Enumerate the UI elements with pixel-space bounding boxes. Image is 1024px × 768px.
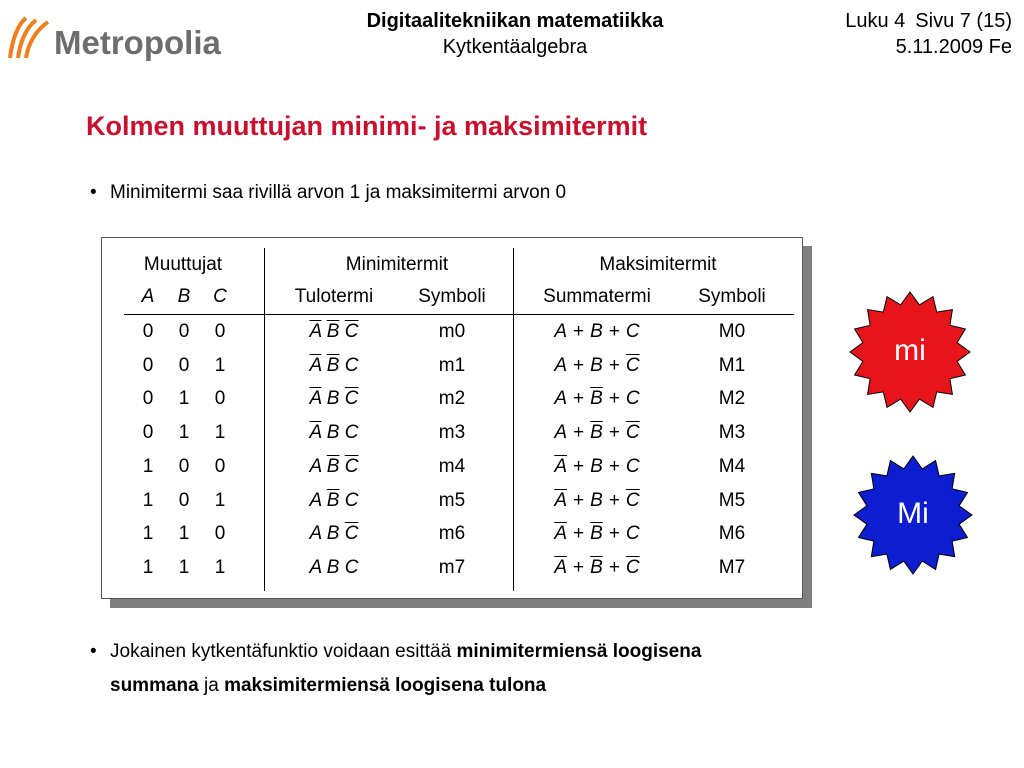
header-var-letters (130, 285, 238, 309)
header-right (835, 8, 1012, 60)
bit-c: 0 (214, 456, 226, 477)
bullet-2-bold-2: summana (110, 675, 199, 696)
literal-c: C (344, 355, 359, 376)
product-term (274, 421, 394, 445)
header-var-a: A (141, 286, 155, 307)
plus-sign: + (608, 388, 620, 409)
literal-c: C (344, 490, 359, 511)
min-symbol: m6 (438, 523, 466, 544)
bit-b: 0 (178, 355, 190, 376)
product-term (274, 489, 394, 513)
header-center (300, 8, 730, 60)
literal-b: B (326, 523, 340, 544)
bit-c: 1 (214, 557, 226, 578)
bullet-2-line-2 (110, 669, 546, 703)
bullet-dot: • (90, 641, 97, 662)
plus-sign: + (573, 422, 585, 443)
header-sum: Summatermi (543, 286, 651, 307)
literal-a: $\overline{A}$ (554, 456, 568, 477)
badge-Mi-label: Mi (897, 497, 929, 530)
literal-a: A (309, 523, 322, 544)
plus-sign: + (573, 456, 585, 477)
plus-sign: + (608, 456, 620, 477)
literal-a: $\overline{A}$ (554, 557, 568, 578)
header-underline (124, 314, 794, 315)
literal-c: C (625, 321, 640, 342)
bit-a: 0 (142, 355, 154, 376)
literal-c: C (625, 523, 640, 544)
literal-c: C (344, 557, 359, 578)
literal-a: $\overline{A}$ (309, 388, 322, 409)
max-symbol: M2 (718, 388, 746, 409)
plus-sign: + (608, 523, 620, 544)
sum-term (522, 354, 672, 378)
bit-b: 1 (178, 523, 190, 544)
min-symbol: m0 (438, 321, 466, 342)
bit-c: 0 (214, 523, 226, 544)
plus-sign: + (608, 321, 620, 342)
divider-vars (264, 248, 265, 591)
metropolia-logo (6, 10, 221, 68)
plus-sign: + (573, 557, 585, 578)
row-bits (130, 387, 238, 411)
bit-a: 0 (142, 388, 154, 409)
topic-title: Kytkentäalgebra (442, 36, 588, 58)
plus-sign: + (573, 388, 585, 409)
literal-c: $\overline{C}$ (344, 321, 359, 342)
header-minterms: Minimitermit (345, 254, 449, 275)
literal-c: $\overline{C}$ (625, 355, 640, 376)
literal-c: $\overline{C}$ (344, 523, 359, 544)
literal-b: B (590, 355, 603, 376)
literal-b: $\overline{B}$ (326, 490, 340, 511)
literal-a: A (554, 355, 568, 376)
literal-a: $\overline{A}$ (554, 490, 568, 511)
product-term (274, 320, 394, 344)
product-term (274, 556, 394, 580)
literal-c: C (625, 456, 640, 477)
min-symbol: m2 (438, 388, 466, 409)
literal-c: C (344, 422, 359, 443)
max-symbol: M7 (718, 557, 746, 578)
bullet-2-part-1: Jokainen kytkentäfunktio voidaan esittää (110, 641, 457, 662)
max-symbol: M0 (718, 321, 746, 342)
product-term (274, 455, 394, 479)
sum-term (522, 320, 672, 344)
literal-b: B (590, 321, 603, 342)
bit-a: 1 (142, 456, 154, 477)
page-info (835, 8, 1012, 34)
bit-b: 0 (178, 321, 190, 342)
badge-Mi (852, 454, 974, 576)
header-var-b: B (177, 286, 191, 307)
bit-a: 1 (142, 557, 154, 578)
plus-sign: + (608, 557, 620, 578)
literal-a: $\overline{A}$ (309, 422, 322, 443)
plus-sign: + (573, 523, 585, 544)
bit-a: 1 (142, 523, 154, 544)
plus-sign: + (573, 490, 585, 511)
badge-mi-label: mi (894, 334, 926, 367)
row-bits (130, 556, 238, 580)
bit-b: 1 (178, 422, 190, 443)
bit-b: 1 (178, 388, 190, 409)
header-vars: Muuttujat (143, 254, 223, 275)
literal-a: $\overline{A}$ (309, 321, 322, 342)
literal-a: A (309, 490, 322, 511)
literal-a: A (554, 321, 568, 342)
bit-a: 0 (142, 422, 154, 443)
row-bits (130, 320, 238, 344)
sum-term (522, 421, 672, 445)
row-bits (130, 421, 238, 445)
logo-text: Metropolia (54, 24, 221, 61)
bullet-1-text: Minimitermi saa rivillä arvon 1 ja maksimitermi arvon 0 (110, 182, 567, 203)
sum-term (522, 522, 672, 546)
literal-b: B (590, 456, 603, 477)
min-symbol: m4 (438, 456, 466, 477)
bit-a: 0 (142, 321, 154, 342)
sum-term (522, 556, 672, 580)
page-number: Sivu 7 (15) (915, 10, 1012, 32)
bullet-dot: • (90, 182, 97, 203)
sum-term (522, 455, 672, 479)
literal-b: $\overline{B}$ (326, 355, 340, 376)
bit-b: 0 (178, 456, 190, 477)
truth-table (101, 237, 803, 599)
header-min-symbol: Symboli (418, 286, 486, 307)
literal-c: C (625, 388, 640, 409)
literal-a: $\overline{A}$ (309, 355, 322, 376)
row-bits (130, 522, 238, 546)
literal-a: A (554, 388, 568, 409)
metropolia-logo-icon (6, 10, 52, 62)
header-product: Tulotermi (294, 286, 374, 307)
min-symbol: m1 (438, 355, 466, 376)
slide-title: Kolmen muuttujan minimi- ja maksimitermit (86, 111, 648, 141)
max-symbol: M1 (718, 355, 746, 376)
literal-b: B (326, 557, 340, 578)
max-symbol: M5 (718, 490, 746, 511)
literal-c: $\overline{C}$ (344, 456, 359, 477)
divider-minterms (513, 248, 514, 591)
chapter: Luku 4 (845, 10, 906, 32)
product-term (274, 354, 394, 378)
literal-b: B (590, 490, 603, 511)
literal-b: B (326, 388, 340, 409)
row-bits (130, 354, 238, 378)
bullet-2-part-2: ja (198, 675, 225, 696)
min-symbol: m7 (438, 557, 466, 578)
course-title: Digitaalitekniikan matematiikka (366, 10, 664, 32)
row-bits (130, 455, 238, 479)
header-maxterms: Maksimitermit (599, 254, 717, 275)
product-term (274, 387, 394, 411)
min-symbol: m3 (438, 422, 466, 443)
literal-a: A (309, 456, 322, 477)
min-symbol: m5 (438, 490, 466, 511)
literal-a: A (309, 557, 322, 578)
literal-b: $\overline{B}$ (326, 321, 340, 342)
max-symbol: M3 (718, 422, 746, 443)
header-var-c: C (213, 286, 227, 307)
literal-a: $\overline{A}$ (554, 523, 568, 544)
bit-c: 0 (214, 321, 226, 342)
bullet-2-line-1 (110, 635, 701, 669)
bit-a: 1 (142, 490, 154, 511)
literal-b: $\overline{B}$ (590, 388, 603, 409)
bit-c: 0 (214, 388, 226, 409)
badge-mi (848, 290, 972, 414)
literal-c: $\overline{C}$ (625, 422, 640, 443)
literal-b: $\overline{B}$ (590, 523, 603, 544)
literal-b: $\overline{B}$ (590, 422, 603, 443)
bit-b: 0 (178, 490, 190, 511)
row-bits (130, 489, 238, 513)
bit-c: 1 (214, 355, 226, 376)
bullet-2-bold-3: maksimitermiensä loogisena tulona (224, 675, 547, 696)
literal-c: $\overline{C}$ (625, 557, 640, 578)
date: 5.11.2009 Fe (895, 36, 1012, 58)
plus-sign: + (573, 355, 585, 376)
max-symbol: M4 (718, 456, 746, 477)
plus-sign: + (608, 490, 620, 511)
literal-b: B (326, 422, 340, 443)
bullet-2-bold-1: minimitermiensä loogisena (456, 641, 702, 662)
sum-term (522, 387, 672, 411)
literal-c: $\overline{C}$ (344, 388, 359, 409)
literal-a: A (554, 422, 568, 443)
plus-sign: + (608, 355, 620, 376)
bit-c: 1 (214, 422, 226, 443)
literal-c: $\overline{C}$ (625, 490, 640, 511)
sum-term (522, 489, 672, 513)
max-symbol: M6 (718, 523, 746, 544)
literal-b: $\overline{B}$ (326, 456, 340, 477)
plus-sign: + (608, 422, 620, 443)
header-max-symbol: Symboli (698, 286, 766, 307)
literal-b: $\overline{B}$ (590, 557, 603, 578)
bit-c: 1 (214, 490, 226, 511)
product-term (274, 522, 394, 546)
plus-sign: + (573, 321, 585, 342)
bit-b: 1 (178, 557, 190, 578)
